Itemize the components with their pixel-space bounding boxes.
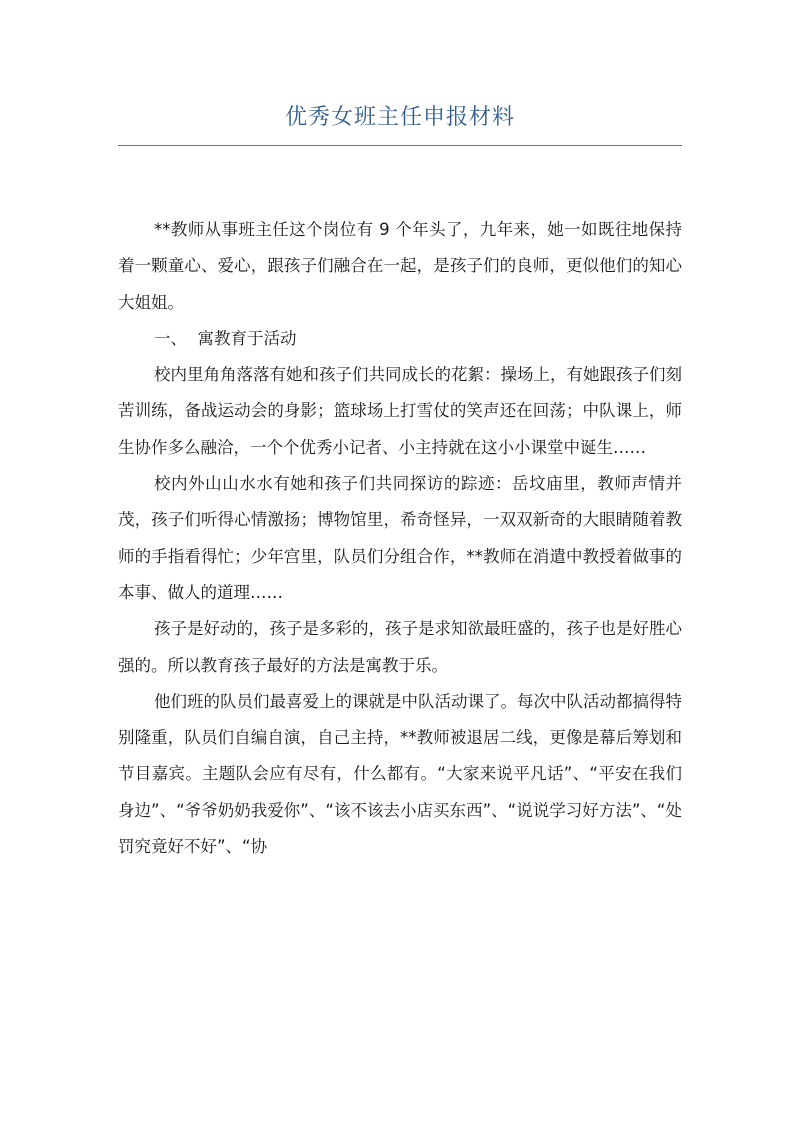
paragraph-intro: **教师从事班主任这个岗位有 9 个年头了，九年来，她一如既往地保持着一颗童心、爱心，跟孩子们融合在一起，是孩子们的良师，更似他们的知心大姐姐。: [118, 220, 682, 312]
section-heading: 一、 寓教育于活动: [154, 328, 297, 348]
paragraph-team-activities: 他们班的队员们最喜爱上的课就是中队活动课了。每次中队活动都搞得特别隆重，队员们自编自演，自己主持，**教师被退居二线，更像是幕后筹划和节目嘉宾。主题队会应有尽有，什么都有。“大家来说平凡话”、“平安在我们身边”、“爷爷奶奶我爱你”、“该不该去小店买东西”、“说说学习好方法”、“处罚究竟好不好”、“协: [118, 691, 682, 857]
paragraph-outings: 校内外山山水水有她和孩子们共同探访的踪迹：岳坟庙里，教师声情并茂，孩子们听得心情激扬；博物馆里，希奇怪异，一双双新奇的大眼睛随着教师的手指看得忙；少年宫里，队员们分组合作，**教师在消遣中教授着做事的本事、做人的道理……: [118, 474, 682, 602]
paragraph-campus: 校内里角角落落有她和孩子们共同成长的花絮：操场上，有她跟孩子们刻苦训练，备战运动会的身影；篮球场上打雪仗的笑声还在回荡；中队课上，师生协作多么融洽，一个个优秀小记者、小主持就在这小小课堂中诞生……: [118, 365, 682, 457]
paragraph-children: 孩子是好动的，孩子是多彩的，孩子是求知欲最旺盛的，孩子也是好胜心强的。所以教育孩子最好的方法是寓教于乐。: [118, 619, 682, 675]
title-underline: [118, 145, 682, 146]
document-title: 优秀女班主任申报材料: [284, 105, 515, 130]
document-body: [118, 212, 682, 865]
